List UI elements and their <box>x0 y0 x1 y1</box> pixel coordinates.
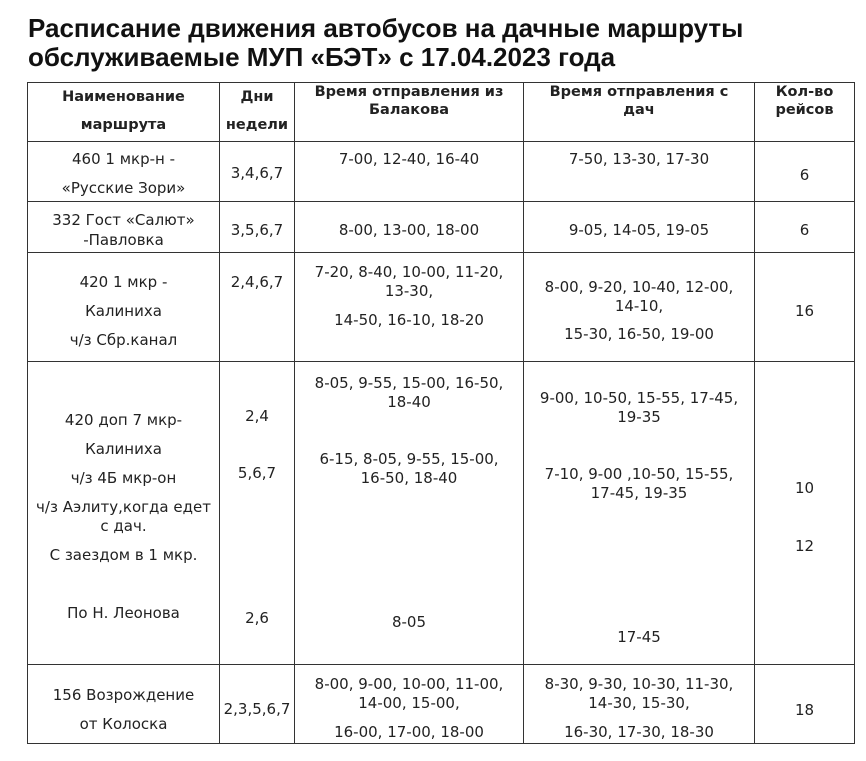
days-value: 2,4 <box>245 407 269 425</box>
time-line: 15-30, 16-50, 19-00 <box>564 325 714 343</box>
count-value: 18 <box>794 701 815 719</box>
time-line: 16-50, 18-40 <box>360 469 458 487</box>
count-value: 16 <box>794 302 815 320</box>
table-row <box>28 362 855 665</box>
time-line: 19-35 <box>617 408 661 426</box>
route-cell <box>28 202 220 253</box>
header-from-dacha-line-2: дач <box>623 102 655 118</box>
from-city-cell <box>295 665 524 744</box>
time-line: 7-10, 9-00 ,10-50, 15-55, <box>544 465 734 483</box>
count-cell <box>755 362 855 665</box>
from-dacha-cell <box>524 142 755 202</box>
route-line: 156 Возрождение <box>52 686 195 704</box>
route-cell <box>28 362 220 665</box>
time-line: 7-50, 13-30, 17-30 <box>568 150 710 168</box>
count-value: 12 <box>794 537 815 555</box>
route-line: с дач. <box>100 517 147 535</box>
header-from-city-line-1: Время отправления из <box>314 84 504 100</box>
route-cell <box>28 253 220 362</box>
route-line: 460 1 мкр-н - <box>71 150 175 168</box>
from-city-cell <box>295 142 524 202</box>
from-dacha-cell <box>524 253 755 362</box>
count-cell <box>755 142 855 202</box>
days-cell <box>220 202 295 253</box>
route-line: от Колоска <box>79 715 168 733</box>
title-line-1: Расписание движения автобусов на дачные маршруты <box>28 13 744 43</box>
time-line: 16-30, 17-30, 18-30 <box>564 723 714 741</box>
table-row <box>28 202 855 253</box>
route-line: По Н. Леонова <box>67 604 180 622</box>
from-city-cell <box>295 253 524 362</box>
route-line: 420 доп 7 мкр- <box>64 411 183 429</box>
time-line: 17-45 <box>617 628 661 646</box>
from-dacha-cell <box>524 665 755 744</box>
time-line: 7-00, 12-40, 16-40 <box>338 150 480 168</box>
route-cell <box>28 665 220 744</box>
table-row <box>28 665 855 744</box>
time-line: 8-30, 9-30, 10-30, 11-30, <box>544 675 734 693</box>
header-count <box>755 83 855 142</box>
page-title <box>28 14 858 72</box>
days-cell <box>220 142 295 202</box>
time-line: 8-00, 9-20, 10-40, 12-00, <box>544 278 734 296</box>
route-line: 420 1 мкр - <box>79 273 168 291</box>
route-line: С заездом в 1 мкр. <box>49 546 198 564</box>
days-value: 3,5,6,7 <box>230 221 284 239</box>
days-value: 2,3,5,6,7 <box>223 700 291 718</box>
header-route-line-2: маршрута <box>80 117 167 133</box>
route-line: -Павловка <box>83 231 164 249</box>
from-city-cell <box>295 202 524 253</box>
from-dacha-cell <box>524 362 755 665</box>
days-value: 3,4,6,7 <box>230 164 284 182</box>
time-line: 6-15, 8-05, 9-55, 15-00, <box>319 450 499 468</box>
route-cell <box>28 142 220 202</box>
schedule-table <box>27 82 855 744</box>
count-value: 6 <box>799 166 810 184</box>
days-value: 2,6 <box>245 609 269 627</box>
count-value: 10 <box>794 479 815 497</box>
count-cell <box>755 665 855 744</box>
header-from-dacha <box>524 83 755 142</box>
time-line: 13-30, <box>384 282 434 300</box>
time-line: 8-05 <box>391 613 427 631</box>
header-from-dacha-line-1: Время отправления с <box>549 84 729 100</box>
header-from-city-line-2: Балакова <box>368 102 449 118</box>
from-city-cell <box>295 362 524 665</box>
route-line: 332 Гост «Салют» <box>52 211 195 229</box>
title-line-2: обслуживаемые МУП «БЭТ» с 17.04.2023 года <box>28 42 616 72</box>
header-from-city <box>295 83 524 142</box>
table-row <box>28 142 855 202</box>
route-line: Калиниха <box>85 440 162 458</box>
time-line: 17-45, 19-35 <box>590 484 688 502</box>
table-row <box>28 253 855 362</box>
header-days-line-1: Дни <box>240 89 274 105</box>
header-count-line-2: рейсов <box>775 102 834 118</box>
time-line: 8-05, 9-55, 15-00, 16-50, <box>314 374 504 392</box>
days-cell <box>220 253 295 362</box>
time-line: 14-10, <box>614 297 664 315</box>
route-line: Калиниха <box>85 302 162 320</box>
count-value: 6 <box>799 221 810 239</box>
time-line: 14-50, 16-10, 18-20 <box>334 311 484 329</box>
time-line: 14-30, 15-30, <box>588 694 690 712</box>
route-line: «Русские Зори» <box>61 179 186 197</box>
count-cell <box>755 253 855 362</box>
header-row <box>28 83 855 142</box>
days-value: 5,6,7 <box>237 464 277 482</box>
time-line: 8-00, 9-00, 10-00, 11-00, <box>314 675 504 693</box>
header-count-line-1: Кол-во <box>775 84 834 100</box>
count-cell <box>755 202 855 253</box>
header-days-line-2: недели <box>225 117 289 133</box>
days-value: 2,4,6,7 <box>230 273 284 291</box>
time-line: 9-05, 14-05, 19-05 <box>568 221 710 239</box>
route-line: ч/з 4Б мкр-он <box>70 469 177 487</box>
header-route-line-1: Наименование <box>62 89 185 105</box>
from-dacha-cell <box>524 202 755 253</box>
route-line: ч/з Сбр.канал <box>69 331 178 349</box>
time-line: 8-00, 13-00, 18-00 <box>338 221 480 239</box>
time-line: 14-00, 15-00, <box>358 694 460 712</box>
time-line: 18-40 <box>387 393 431 411</box>
days-cell <box>220 362 295 665</box>
days-cell <box>220 665 295 744</box>
time-line: 9-00, 10-50, 15-55, 17-45, <box>539 389 739 407</box>
route-line: ч/з Аэлиту,когда едет <box>36 498 211 516</box>
header-days <box>220 83 295 142</box>
time-line: 16-00, 17-00, 18-00 <box>334 723 484 741</box>
header-route <box>28 83 220 142</box>
time-line: 7-20, 8-40, 10-00, 11-20, <box>314 263 504 281</box>
